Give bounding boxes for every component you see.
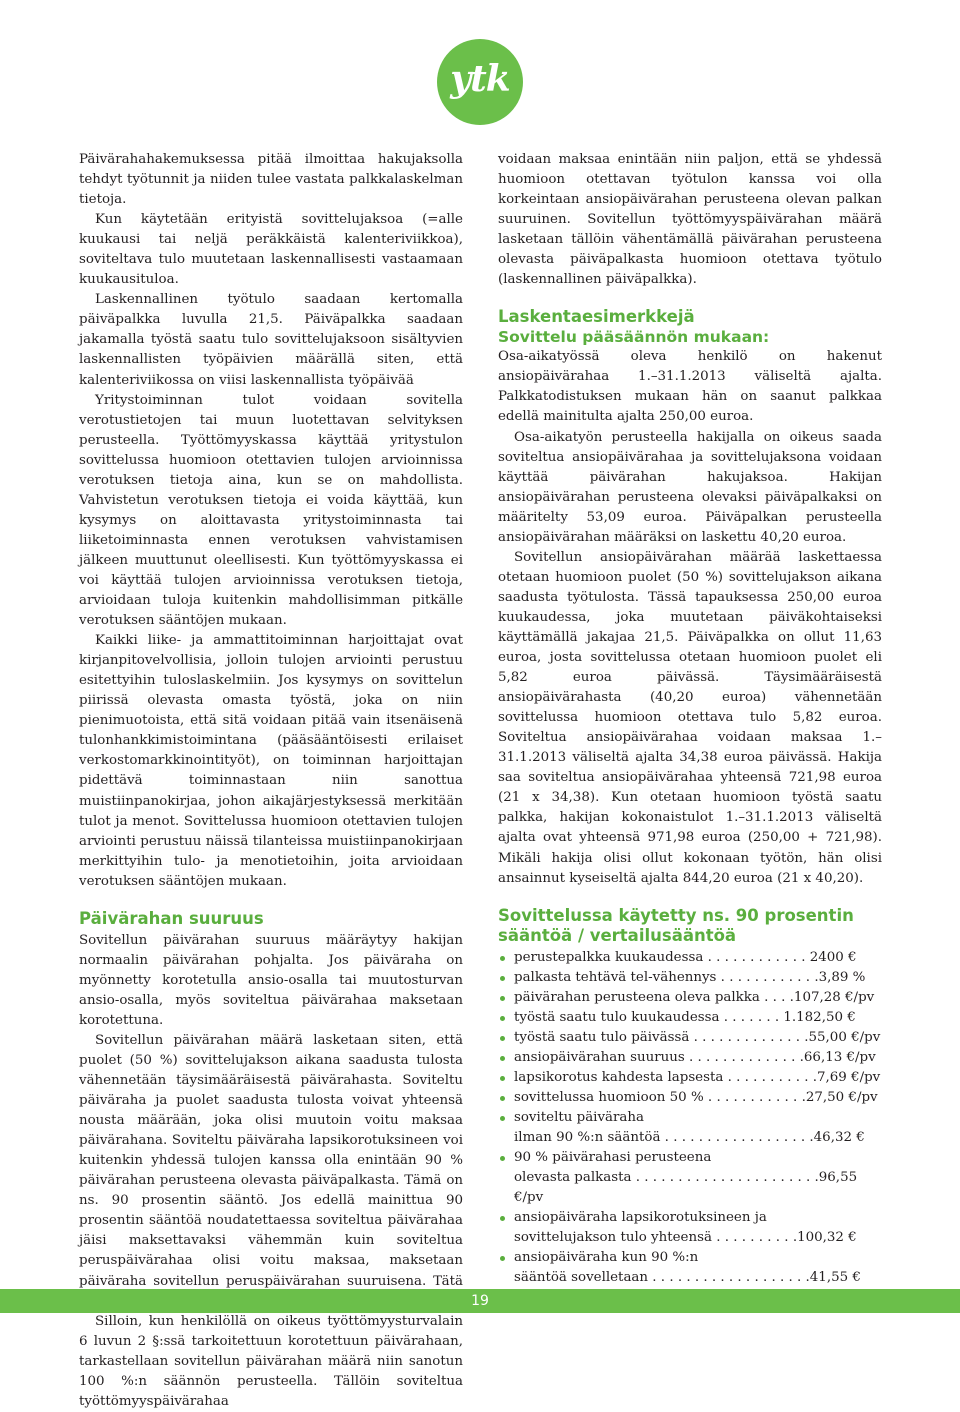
paragraph: Silloin, kun henkilöllä on oikeus työttömyysturvalain 6 luvun 2 §:ssä tarkoitettuun korotettuun päivärahaan, tarkastellaan sovitellun päivärahan määrä niin sanotun 100 %:n säännön perusteella. Tällöin soviteltua työttömyyspäivärahaa bbox=[79, 1313, 463, 1409]
list-item-line: palkasta tehtävä tel-vähennys . . . . . . . . . . . .3,89 % bbox=[514, 969, 866, 985]
list-item-line: lapsikorotus kahdesta lapsesta . . . . . . . . . . .7,69 €/pv bbox=[514, 1069, 881, 1085]
list-item bbox=[498, 1208, 882, 1248]
list-item-line: 90 % päivärahasi perusteena bbox=[514, 1150, 712, 1166]
list-item bbox=[498, 1248, 882, 1288]
section-subheading: Sovittelu pääsäännön mukaan: bbox=[498, 328, 770, 347]
paragraph: Osa-aikatyössä oleva henkilö on hakenut ansiopäivärahaa 1.–31.1.2013 väliseltä ajalta. Palkkatodistuksen mukaan hän on saanut palkkaa edellä mainitulta ajalta 250,00 euroa. bbox=[498, 349, 882, 425]
section-heading: Päivärahan suuruus bbox=[79, 908, 264, 928]
list-item bbox=[498, 1008, 882, 1028]
parameter-list bbox=[498, 948, 882, 1289]
paragraph: Kun käytetään erityistä sovittelujaksoa (=alle kuukausi tai neljä peräkkäistä kalenteriviikkoa), soviteltava tulo muutetaan laskennallisesti vastaamaan kuukausituloa. bbox=[79, 212, 463, 288]
list-item-line: olevasta palkasta . . . . . . . . . . . . . . . . . . . . . .96,55 €/pv bbox=[514, 1170, 858, 1206]
logo-text: ytk bbox=[450, 58, 510, 100]
list-item-line: perustepalkka kuukaudessa . . . . . . . . . . . . 2400 € bbox=[514, 949, 857, 965]
list-item bbox=[498, 1048, 882, 1068]
list-item-line: työstä saatu tulo kuukaudessa . . . . . . . 1.182,50 € bbox=[514, 1009, 856, 1025]
left-column bbox=[79, 150, 463, 1412]
paragraph: Osa-aikatyön perusteella hakijalla on oikeus saada soviteltua ansiopäivärahaa ja sovittelujaksona voidaan käyttää päivärahan hakujaksoa. Hakijan ansiopäivärahan perusteena olevaksi päiväpalkaksi on määritelty 53,09 euroa. Päiväpalkan perusteella ansiopäivärahan määräksi on laskettu 40,20 euroa. bbox=[498, 429, 882, 545]
list-item-line: työstä saatu tulo päivässä . . . . . . . . . . . . . .55,00 €/pv bbox=[514, 1029, 881, 1045]
paragraph: Sovitellun päivärahan suuruus määräytyy hakijan normaalin päivärahan pohjalta. Jos päiväraha on myönnetty korotetulla ansio-osalla tai muutosturvan ansio-osalla, myös soviteltua päivärahaa maksetaan korotettuna. bbox=[79, 932, 463, 1028]
paragraph: voidaan maksaa enintään niin paljon, että se yhdessä huomioon otettavan työtulon kanssa voi olla korkeintaan ansiopäivärahan perusteena olevan palkan suuruinen. Sovitellun työttömyyspäivärahan määrä lasketaan tällöin vähentämällä päivärahan perusteena olevasta päiväpalkasta huomioon otettava työtulo (laskennallinen päiväpalkka). bbox=[498, 152, 882, 288]
page-number: 19 bbox=[471, 1293, 489, 1309]
list-item bbox=[498, 1088, 882, 1108]
footer-bar bbox=[0, 1289, 960, 1313]
paragraph: Laskennallinen työtulo saadaan kertomalla päiväpalkka luvulla 21,5. Päiväpalkka saadaan jakamalla työstä saatu tulo sovittelujaksoon sisältyvien laskennallisten työpäivien määrällä siten, että kalenteriviikossa on viisi laskennallista työpäivää bbox=[79, 292, 463, 388]
right-column bbox=[498, 150, 882, 1288]
paragraph: Kaikki liike- ja ammattitoiminnan harjoittajat ovat kirjanpitovelvollisia, jolloin tulojen arviointi perustuu esitettyihin tuloslaskelmiin. Jos kysymys on sovittelun piirissä olevasta omasta työstä, joka on niin pienimuotoista, että sitä voidaan pitää vain itsenäisenä tulonhankkimistoimintana (pääsääntöisesti erilaiset verkostomarkkinointityöt), on toiminnan harjoittajan pidettävä toiminnastaan niin sanottua muistiinpanokirjaa, johon aikajärjestyksessä merkitään tulot ja menot. Sovittelussa huomioon otettavien tulojen arviointi perustuu näissä tilanteissa muistiinpanokirjaan merkittyihin tulo- ja menotietoihin, joita arvioidaan verotuksen sääntöjen mukaan. bbox=[79, 633, 463, 889]
ytk-logo bbox=[437, 39, 523, 125]
list-item bbox=[498, 1068, 882, 1088]
paragraph: Päivärahahakemuksessa pitää ilmoittaa hakujaksolla tehdyt työtunnit ja niiden tulee vastata palkkalaskelman tietoja. bbox=[79, 152, 463, 208]
list-item bbox=[498, 948, 882, 968]
list-item-line: ansiopäiväraha lapsikorotuksineen ja bbox=[514, 1210, 767, 1226]
list-item-line: soviteltu päiväraha bbox=[514, 1109, 645, 1125]
paragraph: Yritystoiminnan tulot voidaan sovitella verotustietojen tai muun luotettavan selvityksen perusteella. Työttömyyskassa käyttää yritystulon sovittelussa huomioon otettavien tulojen arvioinnissa verotuksen tietoja aina, kun se on mahdollista. Vahvistetun verotuksen tietoja ei voida käyttää, kun kysymys on aloittavasta yritystoiminnasta tai liiketoiminnasta ennen verotuksen vahvistamisen jälkeen muuttunut oleellisesti. Kun työttömyyskassa ei voi käyttää tulojen arvioinnissa verotuksen tietoja, arvioidaan tuloja kuitenkin mahdollisimman pitkälle verotuksen sääntöjen mukaan. bbox=[79, 392, 463, 629]
paragraph: Sovitellun ansiopäivärahan määrää laskettaessa otetaan huomioon puolet (50 %) sovittelujakson aikana saadusta työtulosta. Tässä tapauksessa 250,00 euroa kuukaudessa, joka muutetaan päiväkohtaiseksi käyttämällä jakajaa 21,5. Päiväpalkka on ollut 11,63 euroa, josta sovittelussa otetaan huomioon puolet eli 5,82 euroa päivässä. Täysimääräisestä ansiopäivärahasta (40,20 euroa) vähennetään sovittelussa huomioon otettava tulo 5,82 euroa. Soviteltua ansiopäivärahaa voidaan maksaa 1.– 31.1.2013 väliseltä ajalta 34,38 euroa päivässä. Hakija saa soviteltua ansiopäivärahaa yhteensä 721,98 euroa (21 x 34,38). Kun otetaan huomioon työstä saatu palkka, hakijan kokonaistulot 1.–31.1.2013 väliseltä ajalta ovat yhteensä 971,98 euroa (250,00 + 721,98). Mikäli hakija olisi ollut kokonaan työtön, hän olisi ansainnut kyseiseltä ajalta 844,20 euroa (21 x 40,20). bbox=[498, 549, 882, 886]
list-item bbox=[498, 1148, 882, 1208]
list-item bbox=[498, 1108, 882, 1148]
paragraph: Sovitellun päivärahan määrä lasketaan siten, että puolet (50 %) sovittelujakson aikana saadusta tulosta vähennetään täysimääräisestä päivärahasta. Soviteltu päiväraha ja puolet saadusta tulosta voivat yhteensä nousta määrään, joka olisi muutoin voitu maksaa päivärahana. Soviteltu päiväraha lapsikorotuksineen voi kuitenkin yhdessä tulojen kanssa olla enintään 90 % päivärahan perusteena olevasta päiväpalkasta. Tämä on ns. 90 prosentin sääntö. Jos edellä mainittua 90 prosentin sääntöä noudatettaessa soviteltua päivärahaa jäisi maksettavaksi vähemmän kuin soviteltua peruspäivärahaa olisi voitu maksaa, maksetaan päiväraha sovitellun peruspäivärahan suuruisena. Tätä bbox=[79, 1032, 463, 1289]
list-item-line: sääntöä sovelletaan . . . . . . . . . . . . . . . . . . .41,55 € bbox=[514, 1270, 861, 1286]
list-item bbox=[498, 988, 882, 1008]
section-heading: Sovittelussa käytetty ns. 90 prosentin sääntöä / vertailusääntöä bbox=[498, 905, 854, 945]
list-item-line: ansiopäivärahan suuruus . . . . . . . . . . . . . .66,13 €/pv bbox=[514, 1049, 876, 1065]
list-item-line: päivärahan perusteena oleva palkka . . . .107,28 €/pv bbox=[514, 989, 875, 1005]
list-item bbox=[498, 1028, 882, 1048]
section-heading: Laskentaesimerkkejä bbox=[498, 307, 695, 327]
list-item-line: sovittelujakson tulo yhteensä . . . . . . . . . .100,32 € bbox=[514, 1230, 857, 1246]
list-item-line: ilman 90 %:n sääntöä . . . . . . . . . . . . . . . . . .46,32 € bbox=[514, 1130, 865, 1146]
list-item bbox=[498, 968, 882, 988]
list-item-line: ansiopäiväraha kun 90 %:n bbox=[514, 1250, 699, 1266]
list-item-line: sovittelussa huomioon 50 % . . . . . . . . . . . .27,50 €/pv bbox=[514, 1089, 878, 1105]
